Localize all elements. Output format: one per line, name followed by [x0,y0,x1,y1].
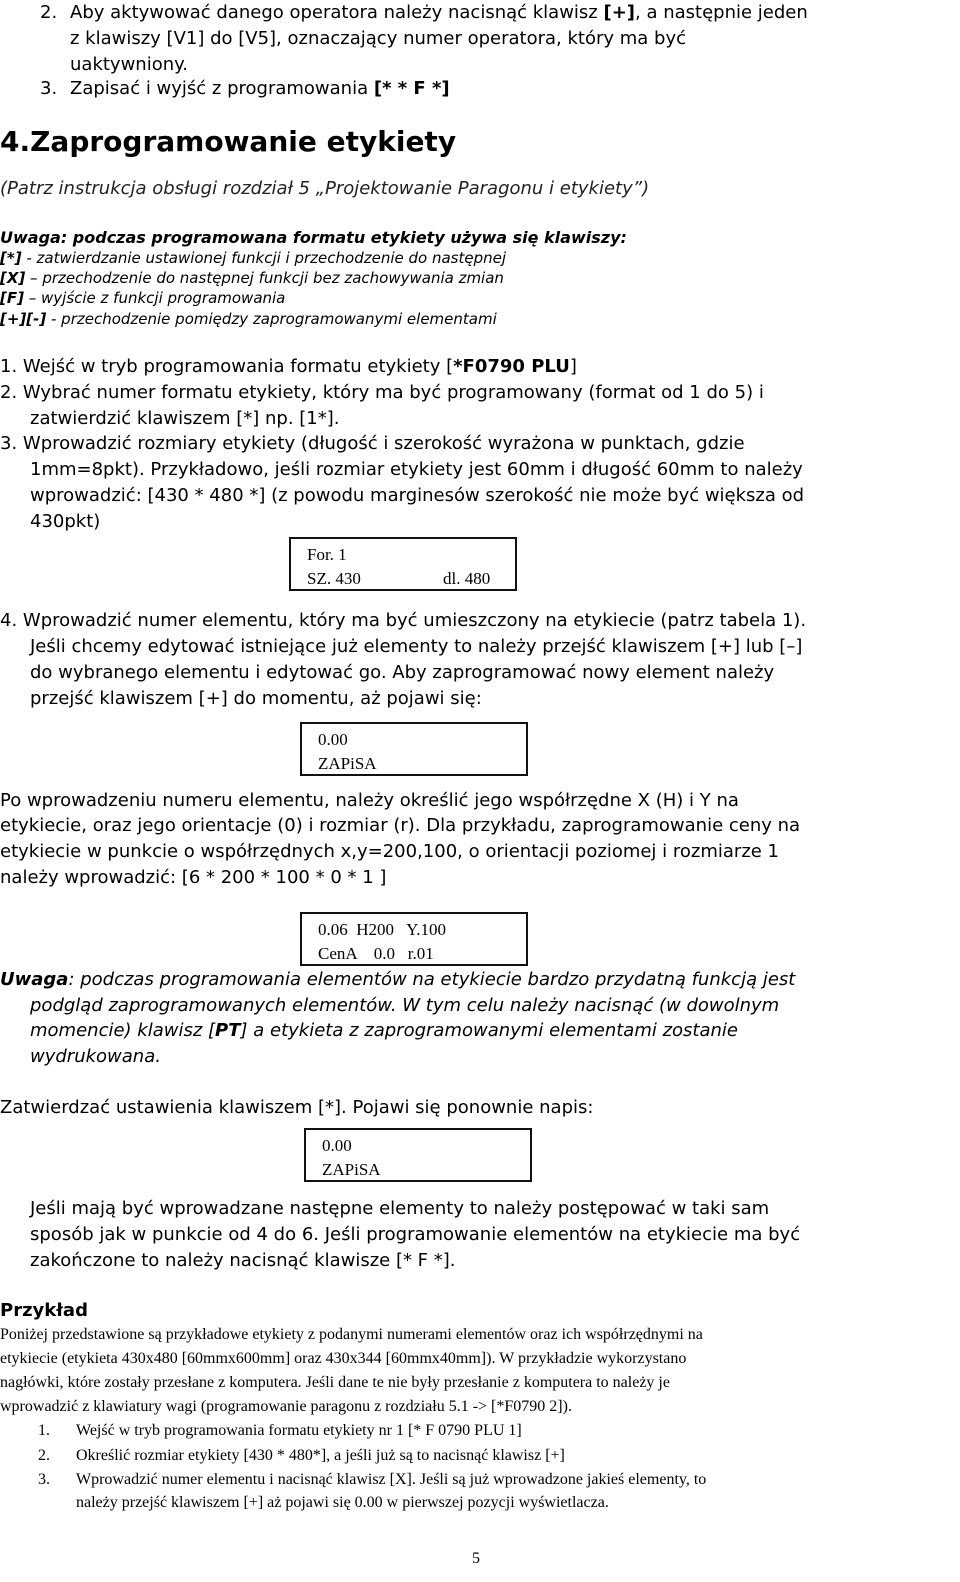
lcd-display-format: For. 1 SZ. 430 dl. 480 [289,537,517,591]
step-3: 3. Wprowadzić rozmiary etykiety (długość i szerokość wyrażona w punktach, gdzie [0,433,745,454]
note-preview-line2: podgląd zaprogramowanych elementów. W tym celu należy nacisnąć (w dowolnym [30,995,780,1016]
example-item-2: 2. Określić rozmiar etykiety [430 * 480*], a jeśli już są to nacisnąć klawisz [+] [38,1447,565,1464]
step-3-line4: 430pkt) [30,511,101,532]
item-number: 3. [40,78,58,99]
section-heading: 4.Zaprogramowanie etykiety [0,125,457,158]
key-plus: [+] [603,2,636,23]
lcd-display-element: 0.06 H200 Y.100 CenA 0.0 r.01 [300,912,528,966]
para-coords-line4: należy wprowadzić: [6 * 200 * 100 * 0 * 1 ] [0,867,387,888]
lcd-display-zapisa: 0.00 ZAPiSA [300,722,528,776]
note-key-row: [X] – przechodzenie do następnej funkcji bez zachowywania zmian [0,269,504,287]
example-heading: Przykład [0,1300,88,1321]
key-sequence: [* * F *] [373,78,450,99]
lcd-display-zapisa-again: 0.00 ZAPiSA [304,1128,532,1182]
step-2: 2. Wybrać numer formatu etykiety, który ma być programowany (format od 1 do 5) i [0,382,764,403]
step-1: 1. Wejść w tryb programowania formatu etykiety [*F0790 PLU] [0,356,577,377]
para-repeat-line1: Jeśli mają być wprowadzane następne elementy to należy postępować w taki sam [30,1198,770,1219]
list-item-2-line3: uaktywniony. [70,54,188,75]
note-key-row: [+][-] - przechodzenie pomiędzy zaprogramowanymi elementami [0,310,497,328]
note-preview-line4: wydrukowana. [30,1046,161,1067]
note-preview-line3: momencie) klawisz [PT] a etykieta z zaprogramowanymi elementami zostanie [30,1020,738,1041]
step-3-line3: wprowadzić: [430 * 480 *] (z powodu marginesów szerokość nie może być większa od [30,485,805,506]
list-item-2: 2. Aby aktywować danego operatora należy nacisnąć klawisz [+], a następnie jeden [40,2,808,23]
step-4-line2: Jeśli chcemy edytować istniejące już elementy to należy przejść klawiszem [+] lub [–] [30,636,803,657]
step-4-line4: przejść klawiszem [+] do momentu, aż pojawi się: [30,688,482,709]
item-number: 2. [40,2,58,23]
step-2-line2: zatwierdzić klawiszem [*] np. [1*]. [30,408,340,429]
example-line1: Poniżej przedstawione są przykładowe etykiety z podanymi numerami elementów oraz ich współrzędnymi na [0,1326,703,1343]
note-key-row: [*] - zatwierdzanie ustawionej funkcji i przechodzenie do następnej [0,249,507,267]
note-keys-title: Uwaga: podczas programowana formatu etykiety używa się klawiszy: [0,228,627,247]
note-preview-line1: Uwaga: podczas programowania elementów na etykiecie bardzo przydatną funkcją jest [0,969,796,990]
example-line3: nagłówki, które zostały przesłane z komputera. Jeśli dane te nie były przesłanie z komputera to należy je [0,1374,670,1391]
step-3-line2: 1mm=8pkt). Przykładowo, jeśli rozmiar etykiety jest 60mm i długość 60mm to należy [30,459,803,480]
section-subtitle: (Patrz instrukcja obsługi rozdział 5 „Projektowanie Paragonu i etykiety”) [0,178,650,199]
para-coords-line1: Po wprowadzeniu numeru elementu, należy określić jego współrzędne X (H) i Y na [0,790,739,811]
para-coords-line3: etykiecie w punkcie o współrzędnych x,y=200,100, o orientacji poziomej i rozmiarze 1 [0,841,780,862]
example-line4: wprowadzić z klawiatury wagi (programowanie paragonu z rozdziału 5.1 -> [*F0790 2]). [0,1398,572,1415]
list-item-2-line2: z klawiszy [V1] do [V5], oznaczający numer operatora, który ma być [70,28,687,49]
example-item-1: 1. Wejść w tryb programowania formatu etykiety nr 1 [* F 0790 PLU 1] [38,1422,522,1439]
note-label: Uwaga [0,969,69,990]
para-coords-line2: etykiecie, oraz jego orientacje (0) i rozmiar (r). Dla przykładu, zaprogramowanie ceny na [0,815,801,836]
para-repeat-line3: zakończone to należy nacisnąć klawisze [* F *]. [30,1250,456,1271]
example-item-3: 3. Wprowadzić numer elementu i nacisnąć klawisz [X]. Jeśli są już wprowadzone jakieś elementy, to [38,1471,707,1488]
confirm-line: Zatwierdzać ustawienia klawiszem [*]. Pojawi się ponownie napis: [0,1097,594,1118]
list-item-3: 3. Zapisać i wyjść z programowania [* * F *] [40,78,450,99]
example-line2: etykiecie (etykieta 430x480 [60mmx600mm] oraz 430x344 [60mmx40mm]). W przykładzie wykorzystano [0,1350,687,1367]
example-item-3-line2: należy przejść klawiszem [+] aż pojawi się 0.00 w pierwszej pozycji wyświetlacza. [76,1494,609,1511]
para-repeat-line2: sposób jak w punkcie od 4 do 6. Jeśli programowanie elementów na etykiecie ma być [30,1224,801,1245]
step-4-line3: do wybranego elementu i edytować go. Aby zaprogramować nowy element należy [30,662,775,683]
note-key-row: [F] – wyjście z funkcji programowania [0,289,286,307]
step-4: 4. Wprowadzić numer elementu, który ma być umieszczony na etykiecie (patrz tabela 1). [0,610,807,631]
page-number: 5 [472,1550,480,1567]
